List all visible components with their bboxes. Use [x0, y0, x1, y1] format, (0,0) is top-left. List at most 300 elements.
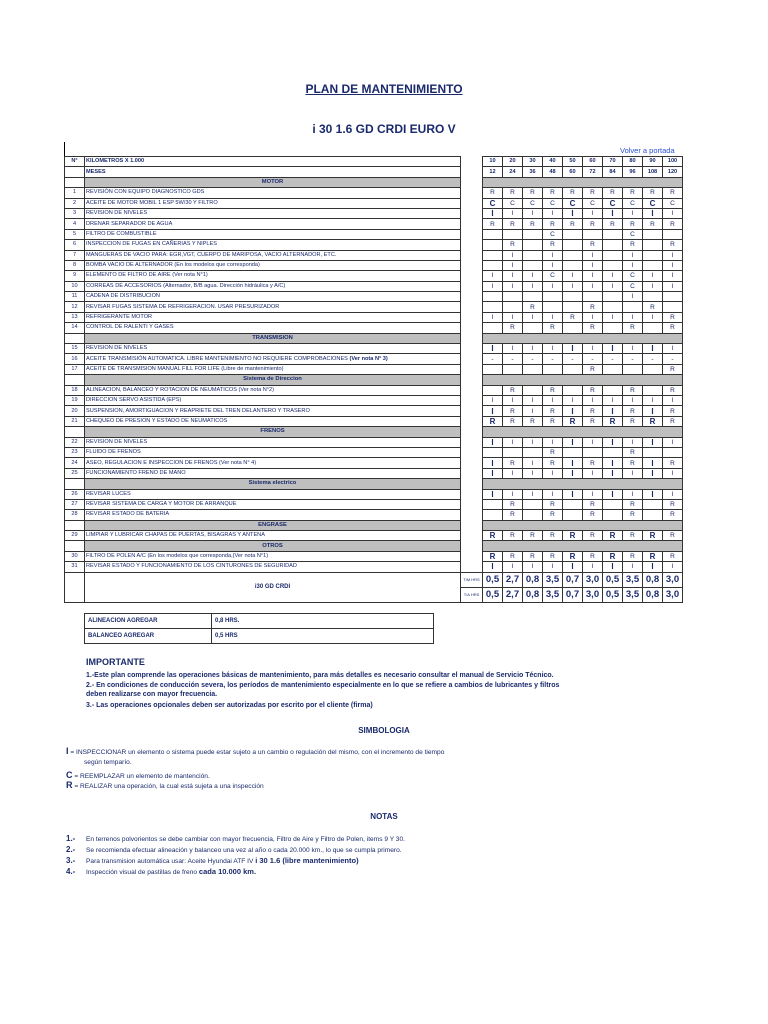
header-months-row — [65, 167, 683, 177]
row-value: - — [483, 354, 503, 364]
row-value: I — [663, 468, 683, 478]
gap-cell — [461, 281, 483, 291]
row-value — [603, 499, 623, 509]
row-value: I — [623, 260, 643, 270]
row-value: I — [603, 395, 623, 405]
row-description-note: (Ver nota N° 3) — [349, 355, 388, 362]
row-description-text: REVISAR FUGAS SISTEMA DE REFRIGERACION. USAR PRESURIZADOR — [86, 303, 280, 310]
row-description — [85, 312, 461, 322]
row-value: R — [523, 219, 543, 229]
row-value: I — [603, 468, 623, 478]
gap-cell — [461, 479, 483, 489]
row-value: R — [623, 510, 643, 520]
row-value: I — [583, 562, 603, 572]
row-value: R — [583, 510, 603, 520]
row-description-text: FILTRO DE COMBUSTIBLE — [86, 230, 157, 237]
row-value: I — [503, 208, 523, 218]
row-value: R — [543, 188, 563, 198]
symbol-perform: R = REALIZAR una operación, la cual está sujeta a una inspección — [66, 780, 264, 790]
row-value: I — [563, 271, 583, 281]
row-value: R — [583, 385, 603, 395]
row-value — [643, 240, 663, 250]
row-value — [483, 385, 503, 395]
header-km: 100 — [663, 157, 683, 167]
row-value: I — [603, 208, 623, 218]
time-ta-value: 3,0 — [663, 587, 683, 602]
extras-table — [84, 613, 434, 644]
row-value: I — [603, 312, 623, 322]
gap-cell — [461, 364, 483, 374]
row-value — [563, 447, 583, 457]
row-value: I — [563, 437, 583, 447]
row-description — [85, 406, 461, 416]
row-description — [85, 447, 461, 457]
row-value: C — [663, 198, 683, 208]
gap-cell — [461, 188, 483, 198]
row-value: I — [523, 489, 543, 499]
row-value: I — [603, 344, 623, 354]
row-value — [603, 292, 623, 302]
row-number: 14 — [65, 323, 85, 333]
time-tm-value: 3,0 — [663, 572, 683, 587]
gap-cell — [461, 333, 483, 343]
row-number: 8 — [65, 260, 85, 270]
header-km: 80 — [623, 157, 643, 167]
row-value — [663, 302, 683, 312]
row-value: R — [483, 531, 503, 541]
row-value — [563, 302, 583, 312]
row-value: C — [523, 198, 543, 208]
row-value: I — [543, 395, 563, 405]
row-value: I — [583, 468, 603, 478]
row-value: R — [523, 302, 543, 312]
gap-cell — [461, 250, 483, 260]
back-to-cover-link[interactable]: Volver a portada — [620, 146, 675, 155]
row-description-text: REFRIGERANTE MOTOR — [86, 314, 153, 321]
row-value: R — [663, 416, 683, 426]
row-description — [85, 395, 461, 405]
row-value: I — [663, 344, 683, 354]
gap-cell — [461, 323, 483, 333]
row-description — [85, 551, 461, 561]
row-description — [85, 219, 461, 229]
row-value: R — [583, 364, 603, 374]
header-no-blank — [65, 167, 85, 177]
row-value: - — [583, 354, 603, 364]
section-row — [65, 177, 683, 187]
row-value — [483, 260, 503, 270]
time-ta-value: 3,5 — [543, 587, 563, 602]
row-value: I — [483, 271, 503, 281]
row-value: I — [483, 312, 503, 322]
section-left — [65, 333, 85, 343]
row-value: R — [523, 551, 543, 561]
row-value: I — [663, 437, 683, 447]
row-value: I — [523, 406, 543, 416]
gap-cell — [461, 292, 483, 302]
row-value: R — [483, 551, 503, 561]
row-value: I — [663, 250, 683, 260]
row-description-text: REVISAR ESTADO Y FUNCIONAMIENTO DE LOS CINTURONES DE SEGURIDAD — [86, 563, 297, 570]
row-value: R — [543, 240, 563, 250]
row-value: I — [523, 395, 543, 405]
row-description-text: DRENAR SEPARADOR DE AGUA — [86, 220, 173, 227]
row-value: I — [483, 406, 503, 416]
table-row — [65, 250, 683, 260]
row-value: R — [663, 499, 683, 509]
row-value — [543, 302, 563, 312]
row-value: R — [543, 385, 563, 395]
row-value: C — [623, 281, 643, 291]
time-tm-value: 3,0 — [583, 572, 603, 587]
row-value — [563, 229, 583, 239]
header-km: 90 — [643, 157, 663, 167]
row-value — [483, 250, 503, 260]
row-value — [563, 510, 583, 520]
row-description — [85, 250, 461, 260]
extra-label: ALINEACION AGREGAR — [85, 614, 212, 629]
row-value: C — [623, 229, 643, 239]
row-value: R — [503, 240, 523, 250]
row-value — [583, 292, 603, 302]
row-value — [603, 250, 623, 260]
row-value: - — [563, 354, 583, 364]
row-number: 17 — [65, 364, 85, 374]
row-value — [523, 323, 543, 333]
row-value: I — [503, 468, 523, 478]
gap-cell — [461, 344, 483, 354]
time-tm-value: 0,8 — [643, 572, 663, 587]
row-number: 15 — [65, 344, 85, 354]
gap-cell — [461, 427, 483, 437]
row-value: I — [603, 406, 623, 416]
row-value: R — [523, 188, 543, 198]
row-value: I — [623, 292, 643, 302]
row-value — [623, 302, 643, 312]
table-row — [65, 208, 683, 218]
header-km: 20 — [503, 157, 523, 167]
section-fill — [483, 520, 683, 530]
row-value: C — [543, 229, 563, 239]
row-value: I — [523, 344, 543, 354]
row-value — [603, 364, 623, 374]
time-tm-value: 0,8 — [523, 572, 543, 587]
row-value: C — [543, 198, 563, 208]
row-number: 4 — [65, 219, 85, 229]
row-value — [483, 499, 503, 509]
row-number: 30 — [65, 551, 85, 561]
row-description-text: FLUIDO DE FRENOS — [86, 449, 141, 456]
row-value: I — [583, 250, 603, 260]
row-value: R — [543, 416, 563, 426]
row-value: R — [543, 551, 563, 561]
row-description-text: BOMBA VACIO DE ALTERNADOR (En los modelos que corresponda) — [86, 262, 260, 269]
row-value — [523, 499, 543, 509]
row-description — [85, 198, 461, 208]
gap-cell — [461, 520, 483, 530]
row-value — [583, 229, 603, 239]
row-value — [603, 229, 623, 239]
row-value: I — [503, 312, 523, 322]
header-km: 10 — [483, 157, 503, 167]
row-value: R — [543, 458, 563, 468]
time-ta-value: 0,7 — [563, 587, 583, 602]
row-value: C — [643, 198, 663, 208]
row-value: R — [503, 531, 523, 541]
row-value: R — [623, 551, 643, 561]
row-value — [523, 385, 543, 395]
table-row — [65, 219, 683, 229]
row-value: I — [483, 468, 503, 478]
header-km: 30 — [523, 157, 543, 167]
row-value: R — [643, 551, 663, 561]
row-value — [543, 292, 563, 302]
row-value — [563, 385, 583, 395]
row-description — [85, 437, 461, 447]
row-value — [643, 499, 663, 509]
row-number: 1 — [65, 188, 85, 198]
header-km: 60 — [583, 157, 603, 167]
time-ta-value: 0,5 — [483, 587, 503, 602]
row-value: R — [623, 458, 643, 468]
row-description-text: FUNCIONAMIENTO FRENO DE MANO — [86, 469, 186, 476]
row-value: I — [483, 281, 503, 291]
row-value — [563, 292, 583, 302]
row-value — [523, 260, 543, 270]
row-value: I — [623, 208, 643, 218]
row-value — [563, 260, 583, 270]
table-row — [65, 468, 683, 478]
header-month: 60 — [563, 167, 583, 177]
row-description — [85, 489, 461, 499]
row-description-text: MANGUERAS DE VACIO PARA: EGR,VGT, CUERPO DE MARIPOSA, VACIO ALTERNADOR, ETC. — [86, 251, 337, 258]
gap-cell — [461, 395, 483, 405]
gap-cell — [461, 312, 483, 322]
row-value — [603, 385, 623, 395]
row-value: R — [623, 447, 643, 457]
row-description — [85, 416, 461, 426]
row-value — [483, 447, 503, 457]
row-description-text: CONTROL DE RALENTI Y GASES — [86, 324, 174, 331]
row-value: I — [503, 437, 523, 447]
row-value — [503, 447, 523, 457]
row-value: C — [623, 271, 643, 281]
row-number: 21 — [65, 416, 85, 426]
row-value: R — [563, 416, 583, 426]
row-number: 23 — [65, 447, 85, 457]
row-value: I — [643, 344, 663, 354]
row-value: R — [603, 188, 623, 198]
row-value — [643, 447, 663, 457]
gap-cell — [461, 354, 483, 364]
row-value — [523, 250, 543, 260]
row-value: R — [543, 531, 563, 541]
table-row — [65, 188, 683, 198]
section-left — [65, 427, 85, 437]
row-value: I — [643, 281, 663, 291]
table-row — [65, 292, 683, 302]
row-value: I — [483, 458, 503, 468]
row-value: I — [643, 312, 663, 322]
row-value: R — [623, 499, 643, 509]
row-value: R — [643, 531, 663, 541]
time-tm-value: 3,5 — [543, 572, 563, 587]
symbology-title: SIMBOLOGIA — [358, 726, 410, 735]
table-row — [65, 510, 683, 520]
row-value: I — [623, 395, 643, 405]
header-month: 96 — [623, 167, 643, 177]
row-description — [85, 344, 461, 354]
section-title: OTROS — [85, 541, 461, 551]
header-month: 48 — [543, 167, 563, 177]
times-tm-row — [65, 572, 683, 587]
row-value — [603, 323, 623, 333]
row-value — [603, 510, 623, 520]
row-description-text: REVISAR ESTADO DE BATERIA — [86, 511, 170, 518]
row-value — [523, 229, 543, 239]
row-value: C — [623, 198, 643, 208]
gap-cell — [461, 385, 483, 395]
row-description-text: ACEITE DE TRANSMISION MANUAL FILL FOR LIFE (Libre de mantenimiento) — [86, 366, 284, 372]
row-value: R — [503, 551, 523, 561]
row-value: - — [523, 354, 543, 364]
row-description-text: DIRECCION SERVO ASISTIDA (EPS) — [86, 397, 182, 404]
row-value: I — [523, 271, 543, 281]
section-left — [65, 375, 85, 385]
row-value: R — [663, 188, 683, 198]
table-row — [65, 395, 683, 405]
row-value: R — [583, 406, 603, 416]
gap-cell — [461, 437, 483, 447]
table-row — [65, 531, 683, 541]
row-description — [85, 292, 461, 302]
row-value: I — [583, 312, 603, 322]
row-value — [643, 229, 663, 239]
row-description — [85, 458, 461, 468]
row-value: I — [543, 562, 563, 572]
gap-cell — [461, 562, 483, 572]
row-value: I — [643, 271, 663, 281]
time-tm-value: 2,7 — [503, 572, 523, 587]
section-title: MOTOR — [85, 177, 461, 187]
row-value: R — [483, 416, 503, 426]
row-value: R — [623, 323, 643, 333]
row-value: R — [583, 499, 603, 509]
row-value — [483, 292, 503, 302]
table-row — [65, 354, 683, 364]
row-value: I — [503, 281, 523, 291]
row-value: C — [483, 198, 503, 208]
row-value: R — [543, 447, 563, 457]
row-value: I — [523, 208, 543, 218]
table-row — [65, 406, 683, 416]
row-value: I — [583, 395, 603, 405]
row-value: I — [623, 437, 643, 447]
row-value — [623, 364, 643, 374]
row-value: R — [623, 531, 643, 541]
row-value: C — [603, 198, 623, 208]
row-value: R — [663, 240, 683, 250]
row-value: I — [503, 395, 523, 405]
row-value: I — [483, 208, 503, 218]
row-value: I — [643, 468, 663, 478]
row-value — [523, 292, 543, 302]
row-value: I — [663, 562, 683, 572]
row-number: 6 — [65, 240, 85, 250]
row-value — [643, 250, 663, 260]
table-row — [65, 551, 683, 561]
times-ta-label: T/A HRS — [461, 587, 483, 602]
table-row — [65, 489, 683, 499]
important-line-3: deben realizarse con mayor frecuencia. — [86, 691, 218, 698]
symbol-inspect: I = INSPECCIONAR un elemento o sistema puede estar sujeto a un cambio o regulación del mismo, con el incremento de tiempo — [66, 746, 445, 756]
row-value — [523, 447, 543, 457]
extra-label: BALANCEO AGREGAR — [85, 629, 212, 644]
row-description — [85, 240, 461, 250]
row-value: I — [603, 271, 623, 281]
table-row — [65, 416, 683, 426]
row-number: 2 — [65, 198, 85, 208]
gap-cell — [461, 531, 483, 541]
row-value: I — [503, 250, 523, 260]
gap-cell — [461, 157, 483, 167]
gap-cell — [461, 510, 483, 520]
row-value: R — [503, 188, 523, 198]
row-value: I — [623, 468, 643, 478]
row-value: R — [643, 188, 663, 198]
section-title: TRANSMISION — [85, 333, 461, 343]
symbol-inspect-cont: según temparío. — [84, 759, 132, 766]
row-value: I — [583, 489, 603, 499]
row-number: 9 — [65, 271, 85, 281]
table-row — [65, 240, 683, 250]
row-value: I — [503, 562, 523, 572]
row-value: I — [563, 562, 583, 572]
row-value: R — [583, 458, 603, 468]
row-value: R — [563, 531, 583, 541]
row-value: I — [543, 489, 563, 499]
row-value — [483, 229, 503, 239]
table-row — [65, 312, 683, 322]
row-value — [503, 292, 523, 302]
row-value: R — [663, 312, 683, 322]
row-number: 29 — [65, 531, 85, 541]
row-value — [523, 364, 543, 374]
row-value — [643, 292, 663, 302]
section-fill — [483, 333, 683, 343]
row-value — [563, 250, 583, 260]
section-fill — [483, 177, 683, 187]
times-model: i30 GD CRDI — [85, 572, 461, 602]
row-value: R — [503, 499, 523, 509]
section-left — [65, 479, 85, 489]
row-value — [663, 447, 683, 457]
row-value: I — [583, 437, 603, 447]
row-value: I — [563, 344, 583, 354]
row-number: 13 — [65, 312, 85, 322]
table-row — [65, 364, 683, 374]
row-value: I — [583, 271, 603, 281]
row-number: 22 — [65, 437, 85, 447]
extra-row — [85, 629, 434, 644]
row-value — [503, 302, 523, 312]
row-number: 5 — [65, 229, 85, 239]
gap-cell — [461, 458, 483, 468]
row-value — [603, 302, 623, 312]
time-ta-value: 0,8 — [643, 587, 663, 602]
row-description-text: ACEITE TRANSMISIÓN AUTOMATICA. LIBRE MANTENIMIENTO NO REQUIERE COMPROBACIONES — [86, 355, 348, 362]
row-value: I — [543, 281, 563, 291]
